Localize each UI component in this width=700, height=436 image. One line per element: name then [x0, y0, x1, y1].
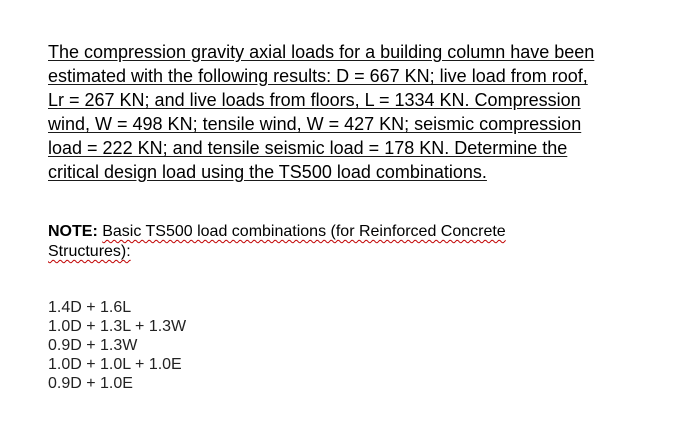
note-text-1: Basic TS500 load combinations (for Reinforced Concrete	[102, 223, 506, 240]
note-paragraph	[48, 222, 664, 262]
problem-line-4: wind, W = 498 KN; tensile wind, W = 427 KN; seismic compression	[48, 114, 582, 134]
load-combination-5: 0.9D + 1.0E	[48, 375, 133, 392]
load-combination-2: 1.0D + 1.3L + 1.3W	[48, 318, 187, 335]
note-line-1	[48, 222, 664, 242]
load-combination-1: 1.4D + 1.6L	[48, 299, 132, 316]
note-text-2: Structures):	[48, 243, 131, 260]
problem-statement	[48, 40, 664, 184]
load-combination-3: 0.9D + 1.3W	[48, 337, 138, 354]
problem-line-6: critical design load using the TS500 load combinations.	[48, 162, 487, 182]
load-combination-4: 1.0D + 1.0L + 1.0E	[48, 356, 182, 373]
problem-line-3: Lr = 267 KN; and live loads from floors, L = 1334 KN. Compression	[48, 90, 581, 110]
problem-line-5: load = 222 KN; and tensile seismic load = 178 KN. Determine the	[48, 138, 568, 158]
load-combination-list	[48, 298, 186, 393]
problem-line-2: estimated with the following results: D = 667 KN; live load from roof,	[48, 66, 588, 86]
problem-line-1: The compression gravity axial loads for a building column have been	[48, 42, 595, 62]
note-label: NOTE:	[48, 223, 98, 240]
